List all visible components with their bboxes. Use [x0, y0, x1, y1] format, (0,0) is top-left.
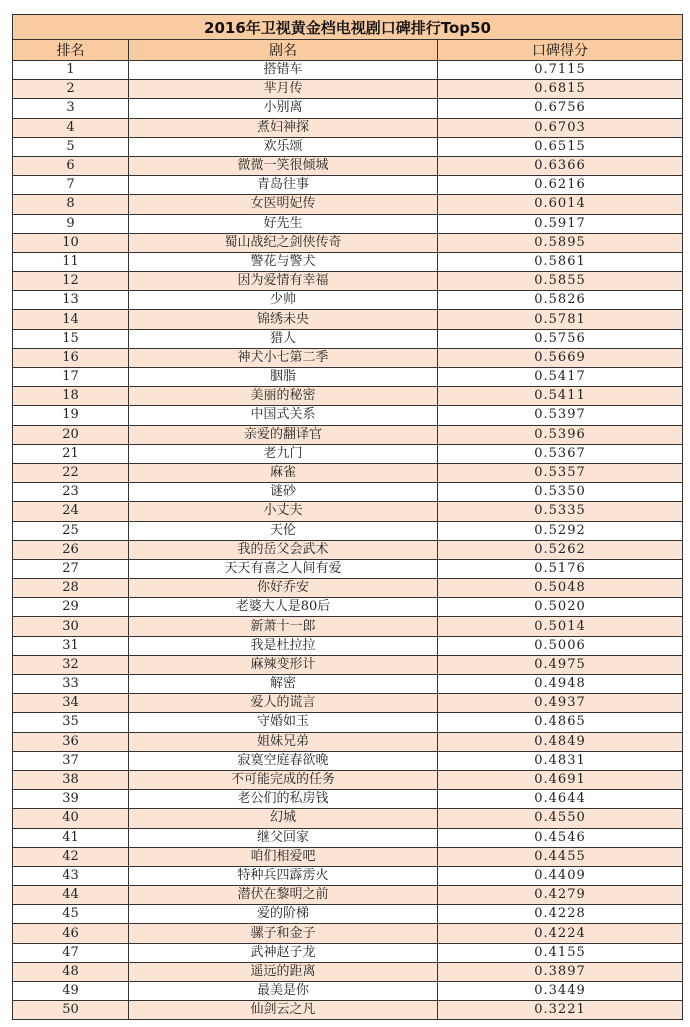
score-cell: 0.5292 — [438, 521, 683, 540]
score-cell: 0.5367 — [438, 444, 683, 463]
table-row — [13, 118, 683, 137]
table-row — [13, 598, 683, 617]
score-cell: 0.5396 — [438, 425, 683, 444]
rank-cell: 35 — [13, 713, 129, 732]
rank-cell: 2 — [13, 80, 129, 99]
name-cell: 天天有喜之人间有爱 — [129, 559, 438, 578]
name-cell: 欢乐颂 — [129, 137, 438, 156]
name-cell: 麻雀 — [129, 463, 438, 482]
rank-cell: 14 — [13, 310, 129, 329]
name-cell: 仙剑云之凡 — [129, 1001, 438, 1020]
score-cell: 0.4937 — [438, 694, 683, 713]
table-row — [13, 502, 683, 521]
rank-cell: 44 — [13, 886, 129, 905]
name-cell: 新萧十一郎 — [129, 617, 438, 636]
rank-cell: 18 — [13, 387, 129, 406]
header-name: 剧名 — [129, 40, 438, 61]
name-cell: 蜀山战纪之剑侠传奇 — [129, 233, 438, 252]
table-row — [13, 387, 683, 406]
table-row — [13, 80, 683, 99]
name-cell: 麻辣变形计 — [129, 655, 438, 674]
rank-cell: 49 — [13, 982, 129, 1001]
name-cell: 解密 — [129, 675, 438, 694]
score-cell: 0.4224 — [438, 924, 683, 943]
table-row — [13, 1001, 683, 1020]
name-cell: 天伦 — [129, 521, 438, 540]
rank-cell: 40 — [13, 809, 129, 828]
score-cell: 0.5917 — [438, 214, 683, 233]
rank-cell: 30 — [13, 617, 129, 636]
name-cell: 警花与警犬 — [129, 252, 438, 271]
name-cell: 我的岳父会武术 — [129, 540, 438, 559]
score-cell: 0.4155 — [438, 943, 683, 962]
table-row — [13, 521, 683, 540]
table-row — [13, 214, 683, 233]
rank-cell: 27 — [13, 559, 129, 578]
rank-cell: 12 — [13, 272, 129, 291]
table-row — [13, 559, 683, 578]
name-cell: 美丽的秘密 — [129, 387, 438, 406]
score-cell: 0.4455 — [438, 847, 683, 866]
header-score: 口碑得分 — [438, 40, 683, 61]
rank-cell: 24 — [13, 502, 129, 521]
name-cell: 特种兵四霹雳火 — [129, 866, 438, 885]
table-row — [13, 137, 683, 156]
name-cell: 我是杜拉拉 — [129, 636, 438, 655]
score-cell: 0.5756 — [438, 329, 683, 348]
score-cell: 0.4228 — [438, 905, 683, 924]
score-cell: 0.5014 — [438, 617, 683, 636]
score-cell: 0.5781 — [438, 310, 683, 329]
rank-cell: 15 — [13, 329, 129, 348]
table-row — [13, 233, 683, 252]
score-cell: 0.4831 — [438, 751, 683, 770]
score-cell: 0.5669 — [438, 348, 683, 367]
table-row — [13, 675, 683, 694]
table-row — [13, 655, 683, 674]
name-cell: 亲爱的翻译官 — [129, 425, 438, 444]
score-cell: 0.4865 — [438, 713, 683, 732]
score-cell: 0.6216 — [438, 176, 683, 195]
header-rank: 排名 — [13, 40, 129, 61]
table-row — [13, 444, 683, 463]
table-row — [13, 406, 683, 425]
table-row — [13, 463, 683, 482]
score-cell: 0.5861 — [438, 252, 683, 271]
score-cell: 0.5357 — [438, 463, 683, 482]
rank-cell: 17 — [13, 368, 129, 387]
table-row — [13, 99, 683, 118]
name-cell: 爱的阶梯 — [129, 905, 438, 924]
table-row — [13, 579, 683, 598]
table-row — [13, 368, 683, 387]
table-row — [13, 291, 683, 310]
rank-cell: 25 — [13, 521, 129, 540]
rank-cell: 16 — [13, 348, 129, 367]
rank-cell: 1 — [13, 61, 129, 80]
table-row — [13, 617, 683, 636]
name-cell: 胭脂 — [129, 368, 438, 387]
rank-cell: 33 — [13, 675, 129, 694]
rank-cell: 36 — [13, 732, 129, 751]
name-cell: 老九门 — [129, 444, 438, 463]
rank-cell: 20 — [13, 425, 129, 444]
name-cell: 爱人的谎言 — [129, 694, 438, 713]
score-cell: 0.6756 — [438, 99, 683, 118]
rank-cell: 32 — [13, 655, 129, 674]
rank-cell: 4 — [13, 118, 129, 137]
name-cell: 咱们相爱吧 — [129, 847, 438, 866]
table-row — [13, 905, 683, 924]
rank-cell: 22 — [13, 463, 129, 482]
rank-cell: 8 — [13, 195, 129, 214]
table-title: 2016年卫视黄金档电视剧口碑排行Top50 — [13, 15, 683, 40]
rank-cell: 48 — [13, 962, 129, 981]
name-cell: 好先生 — [129, 214, 438, 233]
score-cell: 0.5006 — [438, 636, 683, 655]
table-row — [13, 886, 683, 905]
score-cell: 0.4550 — [438, 809, 683, 828]
name-cell: 女医明妃传 — [129, 195, 438, 214]
rank-cell: 47 — [13, 943, 129, 962]
name-cell: 幻城 — [129, 809, 438, 828]
rank-cell: 3 — [13, 99, 129, 118]
table-row — [13, 61, 683, 80]
score-cell: 0.6515 — [438, 137, 683, 156]
score-cell: 0.5397 — [438, 406, 683, 425]
rank-cell: 38 — [13, 770, 129, 789]
score-cell: 0.3897 — [438, 962, 683, 981]
table-row — [13, 483, 683, 502]
name-cell: 守婚如玉 — [129, 713, 438, 732]
rank-cell: 28 — [13, 579, 129, 598]
name-cell: 因为爱情有幸福 — [129, 272, 438, 291]
table-row — [13, 329, 683, 348]
score-cell: 0.4975 — [438, 655, 683, 674]
rank-cell: 50 — [13, 1001, 129, 1020]
score-cell: 0.5350 — [438, 483, 683, 502]
score-cell: 0.4546 — [438, 828, 683, 847]
table-row — [13, 732, 683, 751]
name-cell: 微微一笑很倾城 — [129, 156, 438, 175]
name-cell: 武神赵子龙 — [129, 943, 438, 962]
rank-cell: 13 — [13, 291, 129, 310]
name-cell: 神犬小七第二季 — [129, 348, 438, 367]
name-cell: 不可能完成的任务 — [129, 770, 438, 789]
table-row — [13, 252, 683, 271]
table-row — [13, 310, 683, 329]
name-cell: 老公们的私房钱 — [129, 790, 438, 809]
rank-cell: 10 — [13, 233, 129, 252]
name-cell: 锦绣未央 — [129, 310, 438, 329]
table-row — [13, 713, 683, 732]
table-row — [13, 195, 683, 214]
name-cell: 姐妹兄弟 — [129, 732, 438, 751]
name-cell: 你好乔安 — [129, 579, 438, 598]
score-cell: 0.5262 — [438, 540, 683, 559]
table-row — [13, 751, 683, 770]
rank-cell: 26 — [13, 540, 129, 559]
score-cell: 0.6703 — [438, 118, 683, 137]
name-cell: 搭错车 — [129, 61, 438, 80]
name-cell: 少帅 — [129, 291, 438, 310]
name-cell: 小别离 — [129, 99, 438, 118]
name-cell: 芈月传 — [129, 80, 438, 99]
table-row — [13, 866, 683, 885]
score-cell: 0.6014 — [438, 195, 683, 214]
score-cell: 0.6366 — [438, 156, 683, 175]
rank-cell: 9 — [13, 214, 129, 233]
rank-cell: 19 — [13, 406, 129, 425]
score-cell: 0.4644 — [438, 790, 683, 809]
score-cell: 0.6815 — [438, 80, 683, 99]
score-cell: 0.3221 — [438, 1001, 683, 1020]
rank-cell: 7 — [13, 176, 129, 195]
name-cell: 遥远的距离 — [129, 962, 438, 981]
name-cell: 煮妇神探 — [129, 118, 438, 137]
name-cell: 最美是你 — [129, 982, 438, 1001]
rank-cell: 37 — [13, 751, 129, 770]
score-cell: 0.4849 — [438, 732, 683, 751]
rank-cell: 39 — [13, 790, 129, 809]
table-row — [13, 540, 683, 559]
score-cell: 0.5048 — [438, 579, 683, 598]
table-row — [13, 962, 683, 981]
rank-cell: 31 — [13, 636, 129, 655]
table-row — [13, 425, 683, 444]
table-row — [13, 943, 683, 962]
score-cell: 0.4691 — [438, 770, 683, 789]
rank-cell: 21 — [13, 444, 129, 463]
rank-cell: 6 — [13, 156, 129, 175]
score-cell: 0.4279 — [438, 886, 683, 905]
score-cell: 0.4948 — [438, 675, 683, 694]
rank-cell: 42 — [13, 847, 129, 866]
table-row — [13, 176, 683, 195]
score-cell: 0.3449 — [438, 982, 683, 1001]
score-cell: 0.5176 — [438, 559, 683, 578]
score-cell: 0.5826 — [438, 291, 683, 310]
rank-cell: 29 — [13, 598, 129, 617]
table-row — [13, 694, 683, 713]
rank-cell: 46 — [13, 924, 129, 943]
rank-cell: 41 — [13, 828, 129, 847]
score-cell: 0.4409 — [438, 866, 683, 885]
score-cell: 0.7115 — [438, 61, 683, 80]
score-cell: 0.5335 — [438, 502, 683, 521]
name-cell: 猎人 — [129, 329, 438, 348]
name-cell: 继父回家 — [129, 828, 438, 847]
rank-cell: 45 — [13, 905, 129, 924]
table-row — [13, 790, 683, 809]
name-cell: 骡子和金子 — [129, 924, 438, 943]
table-row — [13, 828, 683, 847]
rank-cell: 11 — [13, 252, 129, 271]
table-row — [13, 272, 683, 291]
table-row — [13, 156, 683, 175]
name-cell: 小丈夫 — [129, 502, 438, 521]
table-row — [13, 636, 683, 655]
rank-cell: 43 — [13, 866, 129, 885]
name-cell: 青岛往事 — [129, 176, 438, 195]
name-cell: 谜砂 — [129, 483, 438, 502]
score-cell: 0.5411 — [438, 387, 683, 406]
name-cell: 潜伏在黎明之前 — [129, 886, 438, 905]
table-row — [13, 348, 683, 367]
rank-cell: 5 — [13, 137, 129, 156]
table-row — [13, 924, 683, 943]
name-cell: 老婆大人是80后 — [129, 598, 438, 617]
score-cell: 0.5895 — [438, 233, 683, 252]
score-cell: 0.5855 — [438, 272, 683, 291]
rank-cell: 23 — [13, 483, 129, 502]
table-row — [13, 809, 683, 828]
name-cell: 中国式关系 — [129, 406, 438, 425]
rank-cell: 34 — [13, 694, 129, 713]
ranking-table — [12, 14, 683, 1020]
table-row — [13, 847, 683, 866]
name-cell: 寂寞空庭春欲晚 — [129, 751, 438, 770]
table-row — [13, 770, 683, 789]
score-cell: 0.5020 — [438, 598, 683, 617]
score-cell: 0.5417 — [438, 368, 683, 387]
table-row — [13, 982, 683, 1001]
